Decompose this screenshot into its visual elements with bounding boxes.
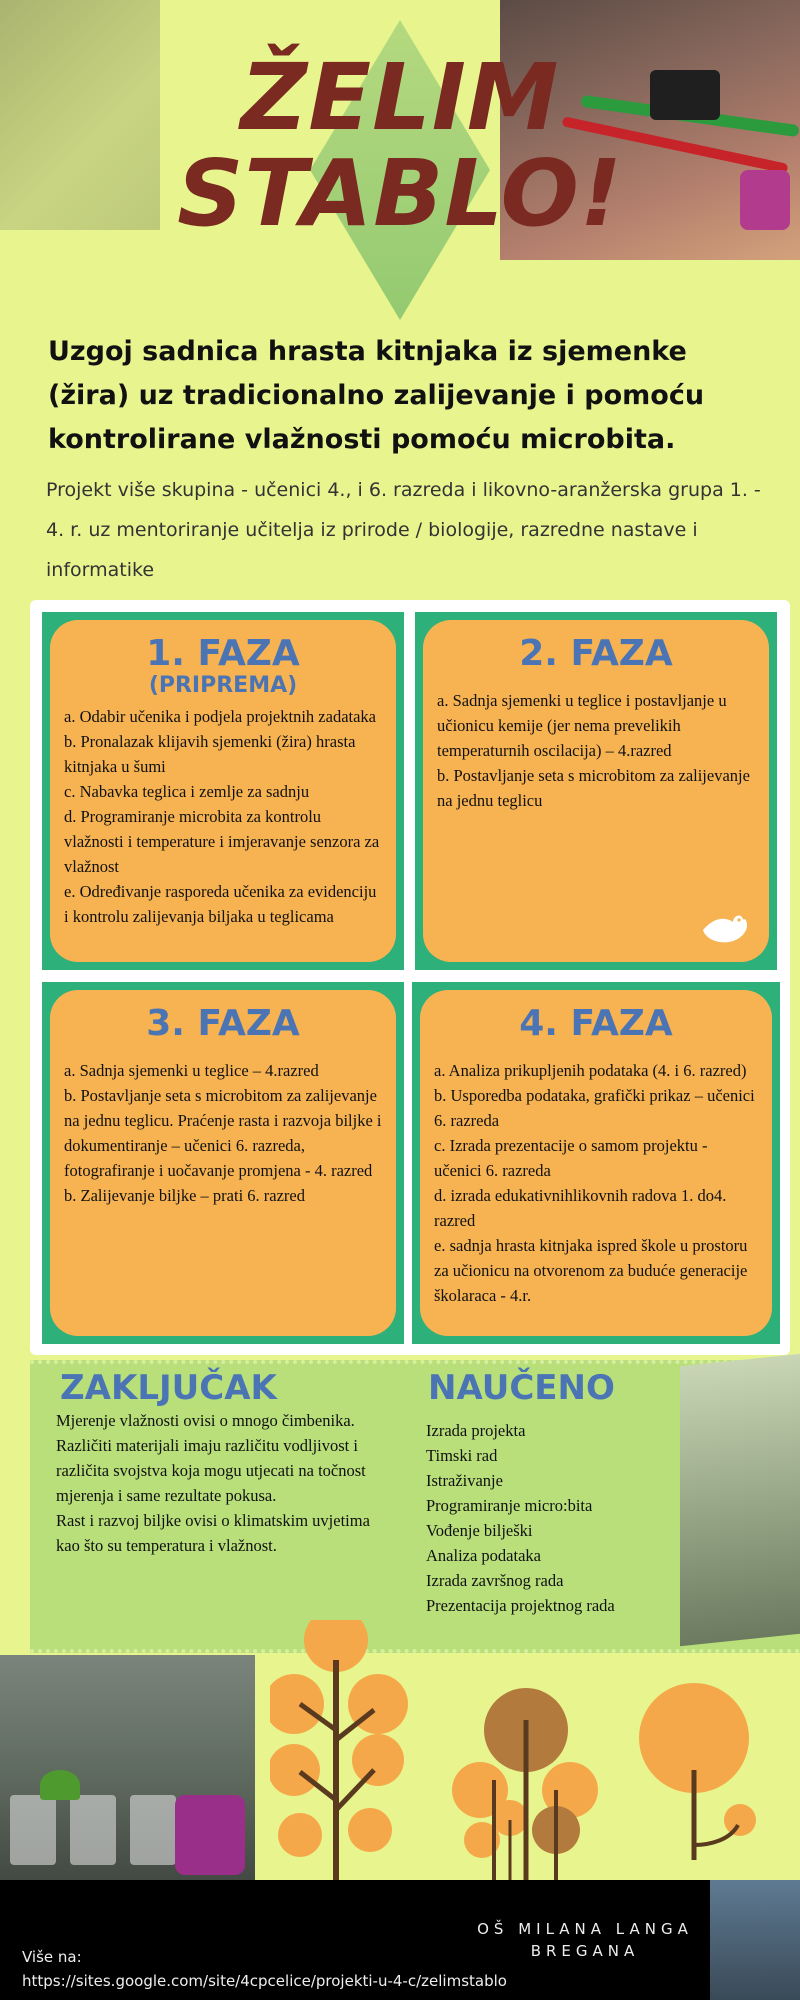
list-item: Prezentacija projektnog rada (426, 1596, 615, 1615)
list-item: e. sadnja hrasta kitnjaka ispred škole u prostoru za učionicu na otvorenom za buduće generacije školaraca - 4.r. (434, 1236, 748, 1305)
more-info-label: Više na: (22, 1948, 82, 1966)
pot (70, 1795, 116, 1865)
purple-container (175, 1795, 245, 1875)
list-item: d. izrada edukativnihlikovnih radova 1. do4. razred (434, 1186, 727, 1230)
list-item: b. Pronalazak klijavih sjemenki (žira) hrasta kitnjaka u šumi (64, 732, 356, 776)
photo-plants (0, 1655, 255, 1895)
tree-icon (452, 1688, 598, 1900)
list-item: Izrada projekta (426, 1421, 526, 1440)
phase-2-title: 2. FAZA (519, 633, 673, 674)
learned-title: NAUČENO (428, 1368, 615, 1408)
learned-list (426, 1418, 726, 1618)
photo-tree-silhouette (710, 1880, 800, 2000)
tree-icon (639, 1683, 756, 1860)
list-item: b. Zalijevanje biljke – prati 6. razred (64, 1186, 305, 1205)
tree-icon (270, 1620, 408, 1900)
list-item: b. Usporedba podataka, grafički prikaz – učenici 6. razreda (434, 1086, 755, 1130)
phase-4-title: 4. FAZA (519, 1003, 673, 1044)
phase-1-card (42, 612, 404, 970)
list-item: Programiranje micro:bita (426, 1496, 593, 1515)
title-line-2: STABLO! (177, 140, 623, 247)
seedling (40, 1770, 80, 1800)
microbit-board (650, 70, 720, 120)
purple-cup (740, 170, 790, 230)
list-item: c. Izrada prezentacije o samom projektu - učenici 6. razreda (434, 1136, 708, 1180)
intro-text: Projekt više skupina - učenici 4., i 6. razreda i likovno-aranžerska grupa 1. - 4. r. uz mentoriranje učitelja iz prirode / biologije, razredne nastave i informatike (46, 479, 761, 581)
phase-2-list (437, 688, 755, 813)
list-item: Vođenje bilješki (426, 1521, 533, 1540)
page-title (160, 44, 640, 247)
subtitle: Uzgoj sadnica hrasta kitnjaka iz sjemenke (žira) uz tradicionalno zalijevanje i pomoću kontrolirane vlažnosti pomoću microbita. (48, 336, 705, 455)
list-item: Istraživanje (426, 1471, 503, 1490)
more-info (22, 1945, 507, 1993)
decorative-trees (270, 1620, 800, 1900)
list-item: a. Analiza prikupljenih podataka (4. i 6. razred) (434, 1061, 747, 1080)
photo-forest (0, 0, 160, 230)
list-item: a. Sadnja sjemenki u teglice i postavljanje u učionicu kemije (jer nema prevelikih temperaturnih oscilacija) – 4.razred (437, 691, 727, 760)
list-item: b. Postavljanje seta s microbitom za zalijevanje na jednu teglicu (437, 766, 750, 810)
bird-icon (699, 908, 751, 948)
phase-1-subtitle: (PRIPREMA) (148, 673, 298, 698)
phase-1-title: 1. FAZA (146, 633, 300, 674)
phase-3-list (64, 1058, 382, 1208)
title-line-1: ŽELIM (240, 44, 560, 151)
pot (10, 1795, 56, 1865)
conclusion-paragraph: Različiti materijali imaju različitu vodljivost i različita svojstva koja mogu utjecati na točnost mjerenja i same rezultate pokusa. (56, 1436, 366, 1505)
list-item: Timski rad (426, 1446, 498, 1465)
project-url-link[interactable]: https://sites.google.com/site/4cpcelice/projekti-u-4-c/zelimstablo (22, 1972, 507, 1990)
phases-panel (30, 600, 790, 1355)
list-item: Analiza podataka (426, 1546, 541, 1565)
conclusion-text (56, 1408, 386, 1558)
school-name-line-2: BREGANA (530, 1942, 640, 1960)
school-name-line-1: OŠ MILANA LANGA (477, 1920, 693, 1938)
phase-3-card (42, 982, 404, 1344)
conclusion-title: ZAKLJUČAK (60, 1368, 277, 1408)
phase-1-list (64, 704, 382, 929)
conclusion-paragraph: Mjerenje vlažnosti ovisi o mnogo čimbenika. (56, 1411, 355, 1430)
pot (130, 1795, 176, 1865)
phase-3-title: 3. FAZA (146, 1003, 300, 1044)
list-item: c. Nabavka teglica i zemlje za sadnju (64, 782, 310, 801)
list-item: a. Sadnja sjemenki u teglice – 4.razred (64, 1061, 319, 1080)
phase-2-card (415, 612, 777, 970)
list-item: d. Programiranje microbita za kontrolu vlažnosti i temperature i imjeravanje senzora za vlažnost (64, 807, 380, 876)
list-item: a. Odabir učenika i podjela projektnih zadataka (64, 707, 376, 726)
conclusion-paragraph: Rast i razvoj biljke ovisi o klimatskim uvjetima kao što su temperatura i vlažnost. (56, 1511, 370, 1555)
phase-4-card (412, 982, 780, 1344)
list-item: e. Određivanje rasporeda učenika za evidenciju i kontrolu zalijevanja biljaka u teglicama (64, 882, 377, 926)
list-item: Izrada završnog rada (426, 1571, 564, 1590)
phase-4-list (434, 1058, 758, 1308)
list-item: b. Postavljanje seta s microbitom za zalijevanje na jednu teglicu. Praćenje rasta i razvoja biljke i dokumentiranje – učenici 6. razreda, fotografiranje i uočavanje promjena - 4. razred (64, 1086, 382, 1180)
